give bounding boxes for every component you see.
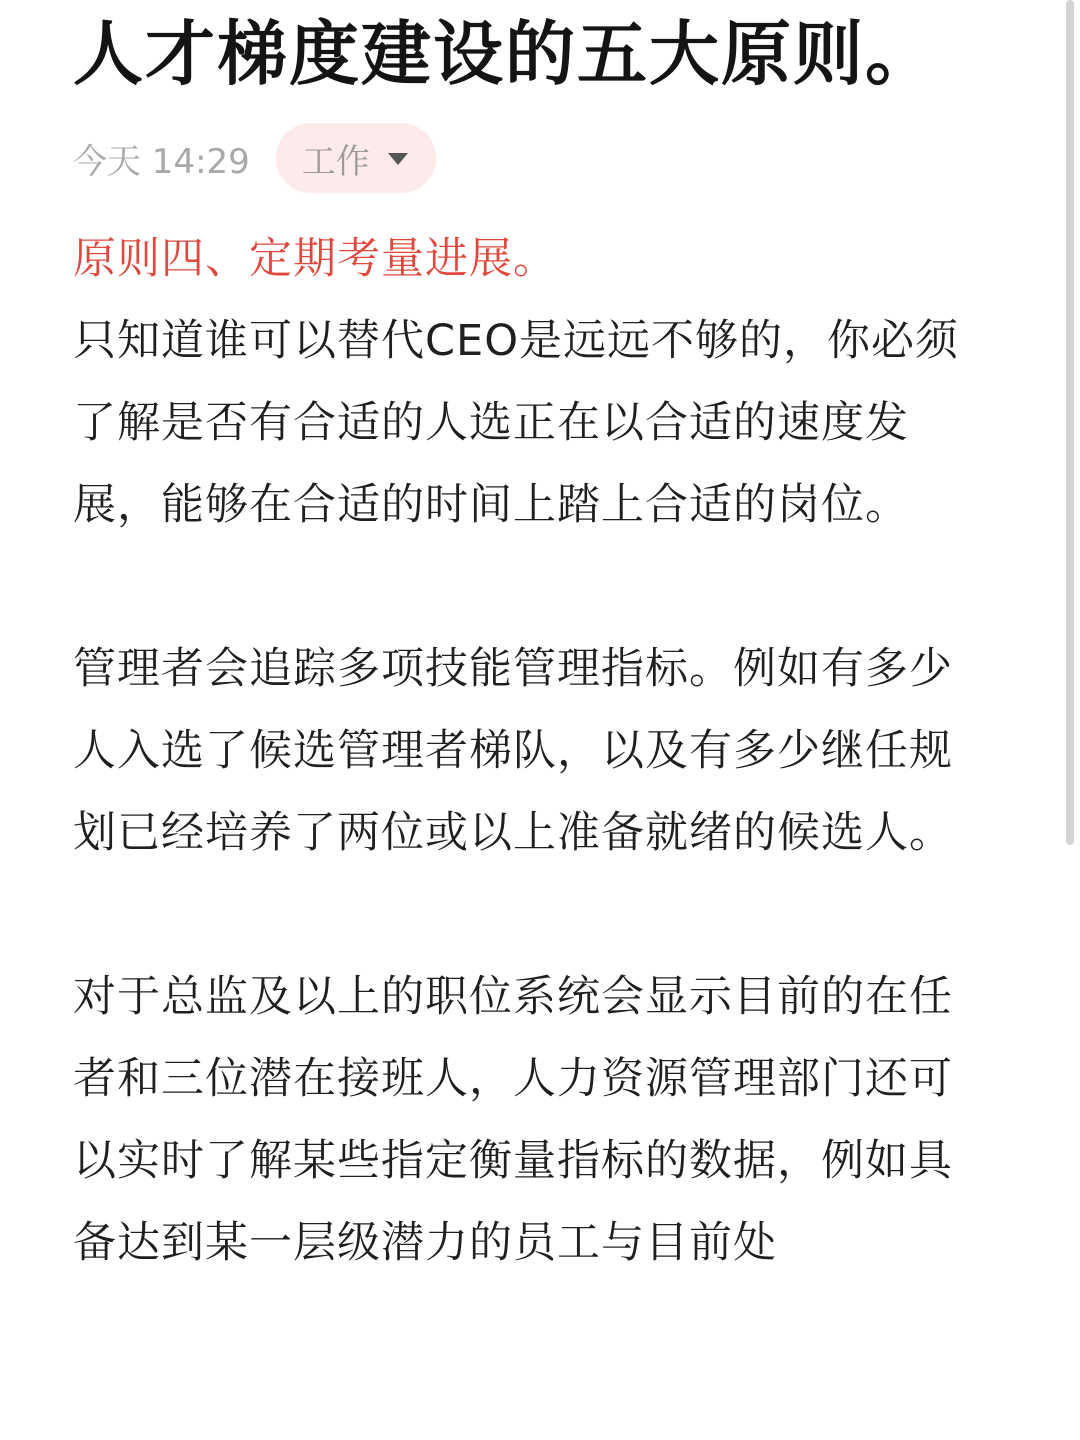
note-timestamp: 今天 14:29 — [73, 141, 250, 182]
category-dropdown[interactable] — [276, 123, 436, 193]
note-meta — [73, 122, 436, 194]
paragraph: 只知道谁可以替代CEO是远远不够的，你必须了解是否有合适的人选正在以合适的速度发展，能够在合适的时间上踏上合适的岗位。 — [73, 316, 960, 530]
note-title[interactable]: 人才梯度建设的五大原则。 — [73, 13, 937, 95]
scrollbar[interactable] — [1066, 0, 1074, 845]
category-label: 工作 — [301, 141, 370, 182]
blank-line — [73, 546, 993, 628]
section-heading: 原则四、定期考量进展。 — [73, 234, 557, 284]
paragraph: 对于总监及以上的职位系统会显示目前的在任者和三位潜在接班人，人力资源管理部门还可以实时了解某些指定衡量指标的数据，例如具备达到某一层级潜力的员工与目前处 — [73, 972, 953, 1268]
caret-down-icon — [388, 153, 408, 165]
paragraph: 管理者会追踪多项技能管理指标。例如有多少人入选了候选管理者梯队，以及有多少继任规划已经培养了两位或以上准备就绪的候选人。 — [73, 644, 953, 858]
blank-line — [73, 874, 993, 956]
note-body[interactable] — [73, 218, 993, 1284]
